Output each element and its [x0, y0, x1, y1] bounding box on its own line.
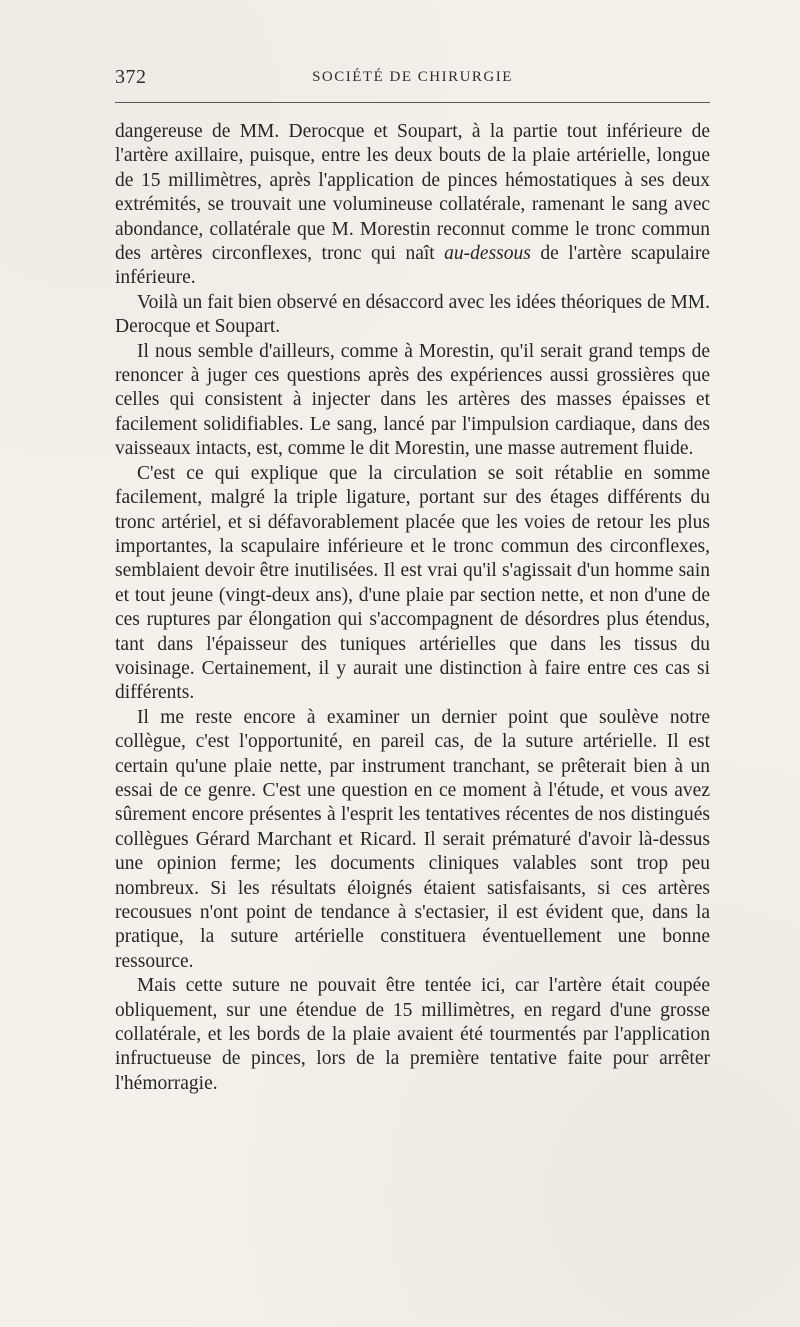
body-text [115, 120, 710, 1096]
paragraph-2: Voilà un fait bien observé en désaccord avec les idées théoriques de MM. Derocque et Soupart. [115, 291, 710, 338]
page-header [115, 64, 710, 90]
emphasis-au-dessous: au-dessous [444, 243, 531, 265]
page-number: 372 [115, 66, 147, 88]
paragraph-6: Mais cette suture ne pouvait être tentée ici, car l'artère était coupée obliquement, sur une étendue de 15 millimètres, en regard d'une grosse collatérale, et les bords de la plaie avaient été tourmentés par l'application infructueuse de pinces, lors de la première tentative faite pour arrêter l'hémorragie. [115, 975, 710, 1094]
running-title: SOCIÉTÉ DE CHIRURGIE [312, 69, 513, 85]
paragraph-4: C'est ce qui explique que la circulation se soit rétablie en somme facilement, malgré la triple ligature, portant sur des étages différents du tronc artériel, et si défavorablement placée que les voies de retour les plus importantes, la scapulaire inférieure et le tronc commun des circonflexes, semblaient devoir être inutilisées. Il est vrai qu'il s'agissait d'un homme sain et tout jeune (vingt-deux ans), d'une plaie par section nette, et non d'une de ces ruptures par élongation qui s'accompagnent de désordres plus étendus, tant dans l'épaisseur des tuniques artérielles que dans les tissus du voisinage. Certainement, il y aurait une distinction à faire entre ces cas si différents. [115, 462, 710, 704]
paragraph-3: Il nous semble d'ailleurs, comme à Morestin, qu'il serait grand temps de renoncer à juger ces questions après des expériences aussi grossières que celles qui consistent à injecter dans les artères des masses épaisses et facilement solidifiables. Le sang, lancé par l'impulsion cardiaque, dans des vaisseaux intacts, est, comme le dit Morestin, une masse autrement fluide. [115, 340, 710, 460]
paragraph-1 [115, 120, 710, 291]
paragraph-1-text-start: dangereuse de MM. Derocque et Soupart, à la partie tout inférieure de l'artère axillaire, puisque, entre les deux bouts de la plaie artérielle, longue de 15 millimètres, après l'application de pinces hémostatiques à ses deux extrémités, se trouvait une volumineuse collatérale, ramenant le sang avec abondance, collatérale que M. Morestin reconnut comme le tronc commun des artères circonflexes, tronc qui naît [115, 121, 710, 265]
paragraph-5: Il me reste encore à examiner un dernier point que soulève notre collègue, c'est l'opportunité, en pareil cas, de la suture artérielle. Il est certain qu'une plaie nette, par instrument tranchant, se prêterait bien à un essai de ce genre. C'est une question en ce moment à l'étude, et vous avez sûrement encore présentes à l'esprit les tentatives récentes de nos distingués collègues Gérard Marchant et Ricard. Il serait prématuré d'avoir là-dessus une opinion ferme; les documents cliniques valables sont trop peu nombreux. Si les résultats éloignés étaient satisfaisants, si ces artères recousues n'ont point de tendance à s'ectasier, il est évident que, dans la pratique, la suture artérielle constituera éventuellement une bonne ressource. [115, 706, 710, 972]
paragraph-1-text-end: de l'artère scapulaire inférieure. [115, 243, 710, 289]
header-rule [115, 102, 710, 103]
